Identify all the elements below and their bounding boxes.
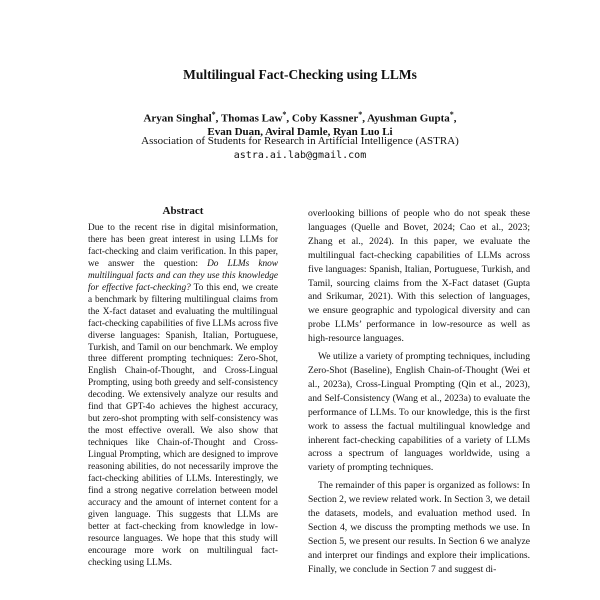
abstract-intro: Due to the recent rise in digital misinformation, there has been great interest in using LLMs for fact-checking and claim verification. In this paper, we answer the question: bbox=[88, 223, 278, 269]
author-line-1: Aryan Singhal*, Thomas Law*, Coby Kassner*, Ayushman Gupta*, bbox=[143, 110, 457, 125]
author-name: Coby Kassner bbox=[291, 112, 359, 125]
body-paragraph: The remainder of this paper is organized as follows: In Section 2, we review related work. In Section 3, we detail the datasets, models, and evaluation method used. In Section 4, we discuss the prompting methods we use. In Section 5, we present our results. In Section 6 we analyze and interpret our findings and explore their implications. Finally, we conclude in Section 7 and suggest di- bbox=[308, 480, 530, 575]
author-line-2: Evan Duan, Aviral Damle, Ryan Luo Li bbox=[207, 125, 393, 138]
abstract-heading: Abstract bbox=[162, 205, 204, 217]
body-paragraph: overlooking billions of people who do not speak these languages (Quelle and Bovet, 2024; Cao et al., 2023; Zhang et al., 2024). In this paper, we evaluate the multilingual fact-checking capabilities of LLMs across five languages: Spanish, Italian, Portuguese, Turkish, and Tamil, sourcing claims from the X-Fact dataset (Gupta and Srikumar, 2021). With this selection of languages, we ensure geographic and typological diversity and can probe LLMs’ performance in low-resource as well as high-resource languages. bbox=[308, 208, 530, 345]
paper-title: Multilingual Fact-Checking using LLMs bbox=[183, 67, 417, 82]
research-question: Do LLMs know multilingual facts and can they use this knowledge for effective fact-checking? bbox=[88, 258, 278, 293]
equal-contribution-mark: * bbox=[282, 110, 287, 119]
abstract-text bbox=[88, 223, 278, 570]
affiliation: Association of Students for Research in Artificial Intelligence (ASTRA) bbox=[141, 135, 459, 147]
body-paragraph: We utilize a variety of prompting techniques, including Zero-Shot (Baseline), English Chain-of-Thought (Wei et al., 2023a), Cross-Lingual Prompting (Qin et al., 2023), and Self-Consistency (Wang et al., 2023a) to evaluate the performance of LLMs. To our knowledge, this is the first work to assess the factual multilingual knowledge and inherent fact-checking capabilities of a variety of LLMs across a spectrum of languages worldwide, using a variety of prompting techniques. bbox=[308, 351, 530, 474]
author-name: Thomas Law bbox=[220, 112, 283, 125]
author-name: Ayushman Gupta bbox=[367, 112, 450, 125]
contact-email[interactable]: astra.ai.lab@gmail.com bbox=[233, 150, 367, 161]
equal-contribution-mark: * bbox=[449, 110, 454, 119]
equal-contribution-mark: * bbox=[211, 110, 216, 119]
equal-contribution-mark: * bbox=[358, 110, 363, 119]
abstract-body: To this end, we create a benchmark by filtering multilingual claims from the X-fact dataset and evaluating the multilingual fact-checking capabilities of five LLMs across five diverse languages: Spanish, Italian, Portuguese, Turkish, and Tamil on our benchmark. We employ three different prompting techniques: Zero-Shot, English Chain-of-Thought, and Cross-Lingual Prompting, using both greedy and self-consistency decoding. We extensively analyze our results and find that GPT-4o achieves the highest accuracy, but zero-shot prompting with self-consistency was the most effective overall. We also show that techniques like Chain-of-Thought and Cross-Lingual Prompting, which are designed to improve reasoning abilities, do not necessarily improve the fact-checking abilities of LLMs. Interestingly, we find a strong negative correlation between model accuracy and the amount of internet content for a given language. This suggests that LLMs are better at fact-checking from knowledge in low-resource languages. We hope that this study will encourage more work on multilingual fact-checking using LLMs. bbox=[88, 282, 278, 568]
right-column bbox=[308, 207, 530, 577]
author-name: Aryan Singhal bbox=[143, 112, 212, 125]
